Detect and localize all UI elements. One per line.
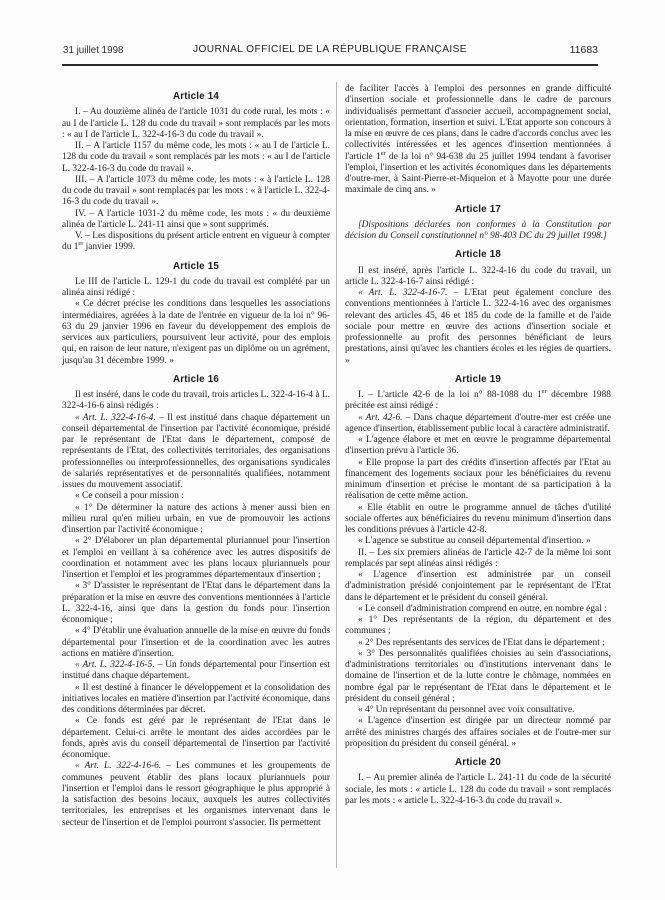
paragraph: [Dispositions déclarées non conformes à la Constitution par décision du Conseil constitutionnel n° 98-403 DC du 29 juillet 1998.] xyxy=(345,219,611,241)
paragraph: « Ce fonds est géré par le représentant de l'Etat dans le département. Celui-ci arrête le montant des aides accordées par le fonds, après avis du conseil départemental de l'insertion par l'activité économique. xyxy=(62,716,330,760)
article-heading: Article 20 xyxy=(454,757,502,768)
right-column xyxy=(345,84,611,876)
paragraph: Le III de l'article L. 129-1 du code du travail est complété par un alinéa ainsi rédigé : xyxy=(62,276,330,298)
paragraph: « Art. 42-6. – Dans chaque département d'outre-mer est créée une agence d'insertion, établissement public local à caractère administratif. xyxy=(345,412,611,434)
header-rule xyxy=(62,64,598,66)
header-date: 31 juillet 1998 xyxy=(63,45,124,56)
article-heading: Article 19 xyxy=(454,373,502,385)
column-divider xyxy=(336,82,337,868)
article-heading: Article 18 xyxy=(454,249,502,261)
paragraph: « Art. L. 322-4-16-7. – L'Etat peut également conclure des conventions mentionnées à l'article L. 322-4-16 avec des organismes relevant des articles 45, 46 et 185 du code de la famille et de l'aide sociale pour mettre en œuvre des actions d'insertion sociale et professionnelle au profit des personnes bénéficiant de leurs prestations, ainsi qu'avec les chantiers écoles et les régies de quartiers. » xyxy=(345,288,611,366)
paragraph: V. – Les dispositions du présent article entrent en vigueur à compter du 1er janvier 1999. xyxy=(62,231,330,253)
paragraph: « 3° D'assister le représentant de l'Etat dans le département dans la préparation et la mise en œuvre des conventions mentionnées à l'article L. 322-4-16, ainsi que dans la gestion du fonds pour l'insertion économique ; xyxy=(62,581,330,625)
paragraph: « 1° Des représentants de la région, du département et des communes ; xyxy=(345,615,611,637)
paragraph: « 4° D'établir une évaluation annuelle de la mise en œuvre du fonds départemental pour l'insertion et de la coordination avec les autres actions en matière d'insertion. xyxy=(62,626,330,659)
paragraph: « 4° Un représentant du personnel avec voix consultative. xyxy=(358,705,575,715)
paragraph: « Ce conseil a pour mission : xyxy=(75,491,184,502)
paragraph: « Art. L. 322-4-16-6. – Les communes et les groupements de communes peuvent établir des plans locaux pluriannuels pour l'insertion et l'emploi dans le ressort géographique le plus approprié à la satisfaction des besoins locaux, auxquels les autres collectivités territoriales, les entreprises et les organismes intervenant dans le secteur de l'insertion et de l'emploi pourront s'associer. Ils permettent xyxy=(62,761,330,828)
left-column xyxy=(62,84,330,876)
article-heading: Article 15 xyxy=(172,260,220,272)
paragraph: « L'agence d'insertion est administrée par un conseil d'administration présidé conjointement par le représentant de l'Etat dans le département et le président du conseil général. xyxy=(345,570,611,603)
journal-title: JOURNAL OFFICIEL DE LA RÉPUBLIQUE FRANÇAISE xyxy=(192,44,468,55)
paragraph: II. – Les six premiers alinéas de l'article 42-7 de la même loi sont remplacés par sept alinéas ainsi rédigés : xyxy=(345,547,611,569)
paragraph: I. – Au premier alinéa de l'article L. 241-11 du code de la sécurité sociale, les mots : « article L. 128 du code du travail » sont remplacés par les mots : « article L. 322-4-16-3 du code du travail ». xyxy=(345,773,611,806)
paragraph: I. – L'article 42-6 de la loi n° 88-1088 du 1er décembre 1988 précitée est ainsi rédigé : xyxy=(345,387,611,412)
paragraph: « 2° Des représentants des services de l'Etat dans le département ; xyxy=(358,637,605,648)
paragraph: « L'agence d'insertion est dirigée par un directeur nommé par arrêté des ministres chargés des affaires sociales et de l'outre-mer sur proposition du président du conseil général. » xyxy=(345,716,611,749)
paragraph: « Elle propose la part des crédits d'insertion affectés par l'Etat au financement des logements sociaux pour les bénéficiaires du revenu minimum d'insertion et précise le montant de sa participation à la réalisation de cette même action. xyxy=(345,457,611,502)
paragraph: « Art. L. 322-4-16-4. – Il est institué dans chaque département un conseil départemental de l'insertion par l'activité économique, présidé par le représentant de l'Etat dans le département, composé de représentants de l'Etat, des collectivités territoriales, des organisations professionnelles ou interprofessionnelles, des organisations syndicales de salariés représentatives et de personnalités qualifiées, notamment issues du mouvement associatif. xyxy=(62,412,330,490)
paragraph: « Le conseil d'administration comprend en outre, en nombre égal : xyxy=(358,603,607,614)
paragraph: « Il est destiné à financer le développement et la consolidation des initiatives locales en matière d'insertion par l'activité économique, dans des conditions déterminées par décret. xyxy=(62,682,330,715)
paragraph: « 2° D'élaborer un plan départemental pluriannuel pour l'insertion et l'emploi en veillant à sa cohérence avec les autres dispositifs de coordination et notamment avec les plans locaux pluriannuels pour l'insertion et l'emploi et les programmes départementaux d'insertion ; xyxy=(62,536,330,580)
paragraph: II. – A l'article 1157 du même code, les mots : « au I de l'article L. 128 du code du travail » sont remplacés par les mots : « au I de l'article L. 322-4-16-3 du code du travail ». xyxy=(62,141,330,174)
article-heading: Article 17 xyxy=(454,203,502,215)
paragraph: « Art. L. 322-4-16-5. – Un fonds départemental pour l'insertion est institué dans chaque département. xyxy=(62,660,330,682)
paragraph: « L'agence élabore et met en œuvre le programme départemental d'insertion prévu à l'article 36. xyxy=(345,435,611,457)
article-heading: Article 14 xyxy=(172,91,220,102)
paragraph: IV. – A l'article 1031-2 du même code, les mots : « du deuxième alinéa de l'article L. 241-11 ainsi que » sont supprimés. xyxy=(62,208,330,230)
paragraph: III. – A l'article 1073 du même code, les mots : « à l'article L. 128 du code du travail » sont remplacés par les mots : « à l'article L. 322-4-16-3 du code du travail ». xyxy=(62,174,330,208)
paragraph: « 3° Des personnalités qualifiées choisies au sein d'associations, d'administrations territoriales ou d'institutions intervenant dans le domaine de l'insertion et de la lutte contre le chômage, nommées en nombre égal par le représentant de l'Etat dans le département et le président du conseil général ; xyxy=(345,648,611,704)
paragraph: « L'agence se substitue au conseil départemental d'insertion. » xyxy=(358,536,591,547)
page-number: 11683 xyxy=(569,44,598,56)
paragraph: « Ce décret précise les conditions dans lesquelles les associations intermédiaires, agréées à la date de l'entrée en vigueur de la loi n° 96-63 du 29 janvier 1996 en faveur du développement des emplois de services aux particuliers, poursuivent leur activité, pour des emplois qui, en raison de leur nature, n'exigent pas un diplôme ou un agrément, jusqu'au 31 décembre 1999. » xyxy=(62,299,330,366)
article-heading: Article 16 xyxy=(172,373,220,385)
paragraph: « Elle établit en outre le programme annuel de tâches d'utilité sociale offertes aux bénéficiaires du revenu minimum d'insertion dans les conditions prévues à l'article 42-8. xyxy=(345,502,611,535)
paragraph: I. – Au douzième alinéa de l'article 1031 du code rural, les mots : « au I de l'article L. 128 du code du travail » sont remplacés par les mots : « au I de l'article L. 322-4-16-3 du code du travail ». xyxy=(62,107,330,140)
paragraph: de faciliter l'accès à l'emploi des personnes en grande difficulté d'insertion sociale et professionnelle dans le cadre de parcours individualisés permettant d'associer accueil, accompagnement social, orientation, formation, insertion et suivi. L'Etat apporte son concours à la mise en œuvre de ces plans, dans le cadre d'accords conclus avec les collectivités intéressées et les agences d'insertion mentionnées à l'article 1er de la loi n° 94-638 du 25 juillet 1994 tendant à favoriser l'emploi, l'insertion et les activités économiques dans les départements d'outre-mer, à Saint-Pierre-et-Miquelon et à Mayotte pour une durée maximale de cinq ans. » xyxy=(345,84,611,196)
paragraph: Il est inséré, dans le code du travail, trois articles L. 322-4-16-4 à L. 322-4-16-6 ainsi rédigés : xyxy=(62,390,330,412)
paragraph: « 1° De déterminer la nature des actions à mener aussi bien en milieu rural qu'en milieu urbain, en vue de promouvoir les actions d'insertion par l'activité économique ; xyxy=(62,502,330,535)
paragraph: Il est inséré, après l'article L. 322-4-16 du code du travail, un article L. 322-4-16-7 ainsi rédigé : xyxy=(345,265,611,287)
